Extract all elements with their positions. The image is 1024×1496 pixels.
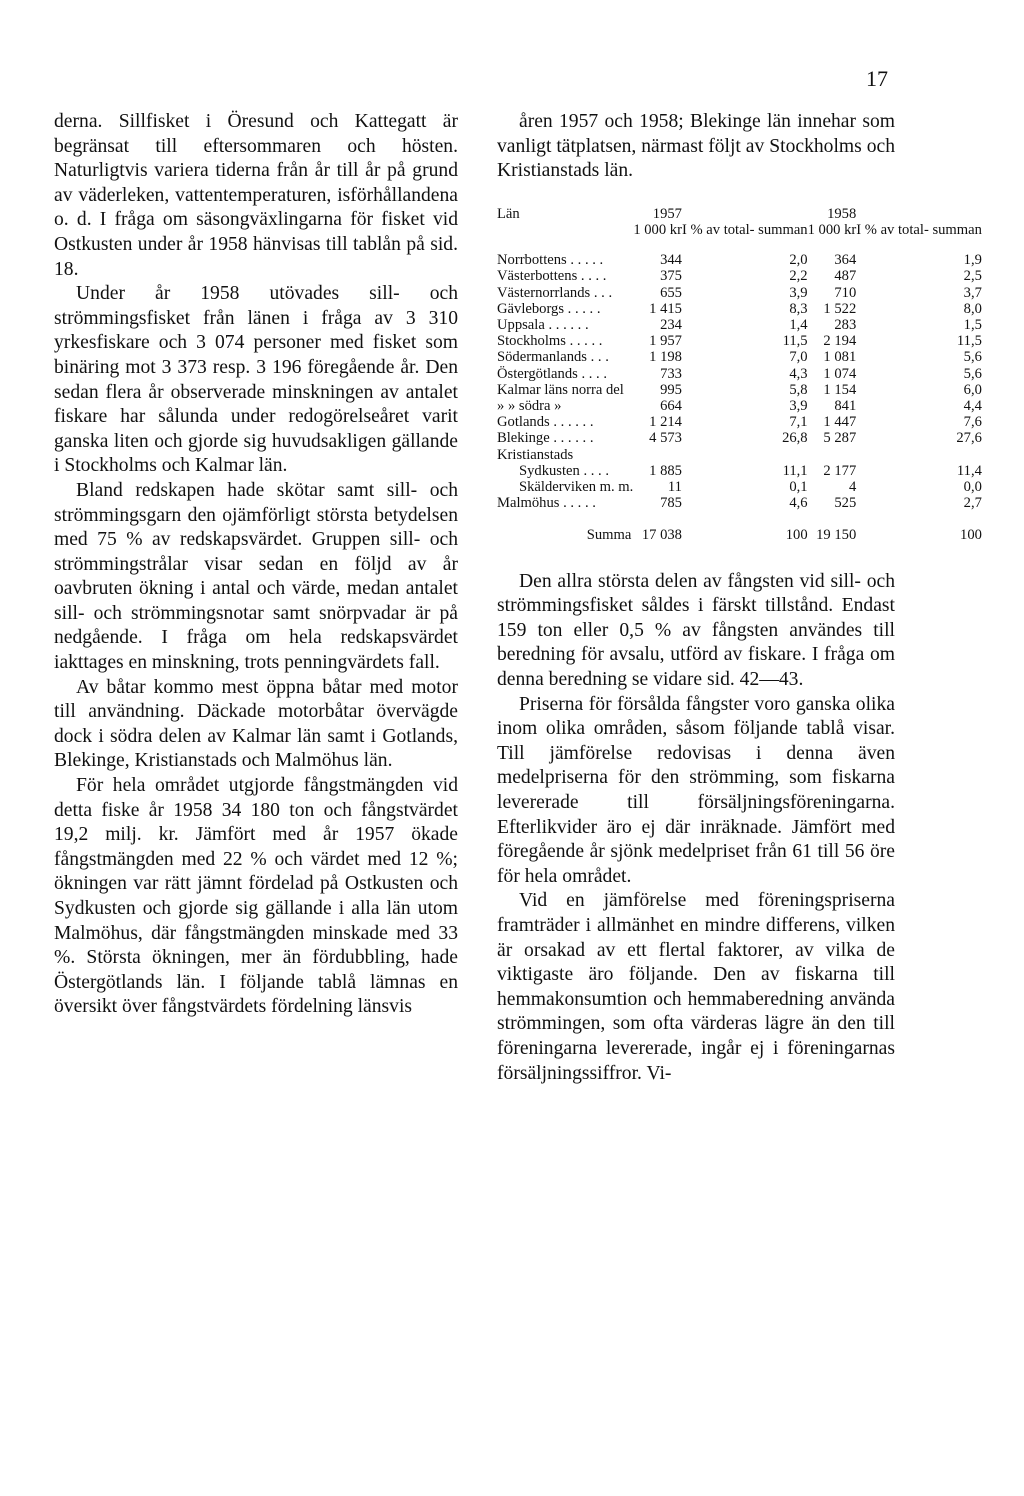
value-cell: 4,6 [789, 495, 808, 512]
value-cell: 27,6 [956, 430, 982, 447]
value-cell: 1,4 [789, 317, 808, 333]
county-cell: Uppsala . . . . . . [497, 317, 589, 333]
value-cell: 2 177 [823, 462, 857, 479]
county-cell: » » södra » [497, 398, 562, 415]
value-cell: 1 957 [649, 333, 682, 350]
table-row [497, 382, 982, 398]
value-cell: 5,6 [963, 365, 982, 382]
value-cell: 1 415 [649, 300, 682, 317]
table-row [497, 463, 982, 479]
county-cell: Malmöhus . . . . . [497, 495, 596, 512]
value-cell: 2,0 [789, 252, 808, 269]
value-cell: 11,4 [956, 462, 982, 479]
value-cell: 1,9 [963, 252, 982, 269]
column-header-lan: Län [497, 205, 520, 222]
sum-cell: 17 038 [641, 527, 682, 544]
value-cell: 364 [834, 252, 857, 269]
left-column [54, 110, 458, 1020]
table-row [497, 301, 982, 317]
right-column [497, 110, 982, 1086]
value-cell [633, 447, 682, 463]
table-row [497, 398, 982, 414]
value-cell: 995 [660, 381, 682, 398]
paragraph: derna. Sillfisket i Öresund och Kattegatt är begränsat till eftersommaren och hösten. Naturligtvis variera tiderna från år till år på grund av väderleken, vattentemperaturen, isförhållandena o. d. I fråga om säsongväxlingarna för fisket vid Ostkusten under år 1958 hänvisas till tablån på sid. 18. [54, 111, 458, 280]
paragraph: åren 1957 och 1958; Blekinge län innehar som vanligt tätplatsen, närmast följt av Stockholms och Kristianstads län. [497, 111, 895, 182]
value-cell: 2,2 [789, 268, 808, 285]
value-cell: 487 [834, 268, 857, 285]
column-header-pct: I % av total- summan [681, 221, 808, 238]
value-cell: 0,1 [789, 479, 808, 496]
table-row [497, 366, 982, 382]
paragraph: Under år 1958 utövades sill- och strömmingsfisket från länen i fråga av 3 310 yrkesfiskare och 3 074 personer med fisket som binäring mot 3 373 resp. 3 196 föregående år. Den sedan flera år observerade minskningen av antalet fiskare har sålunda under redogörelseåret varit ganska liten och gjorde sig huvudsakligen gällande i Stockholms och Kalmar län. [54, 283, 458, 477]
value-cell: 344 [660, 252, 682, 269]
value-cell: 7,1 [789, 414, 808, 431]
right-column-after-table [497, 570, 895, 1086]
county-cell: Kristianstads [497, 446, 574, 463]
paragraph: Bland redskapen hade skötar samt sill- och strömmingsgarn den ojämförligt största betydelsen med 75 % av redskapsvärdet. Gruppen sill- och strömmingstrålar visar sedan en följd av år oavbruten ökning i antal och värde, medan antalet sill- och strömmingsnotar samt snörpvadar är på nedgående. I fråga om hela redskapsvärdet iakttages en minskning, trots penningvärdets fall. [54, 479, 458, 674]
column-header-year-1958: 1958 [827, 205, 857, 222]
value-cell: 11,5 [782, 333, 808, 350]
page-number: 17 [866, 66, 888, 91]
value-cell: 1 885 [649, 462, 682, 479]
table-row [497, 479, 982, 495]
value-cell: 4 [848, 479, 857, 496]
value-cell: 710 [834, 284, 857, 301]
county-cell: Sydkusten . . . . [519, 462, 609, 479]
value-cell: 1 154 [823, 381, 857, 398]
county-cell: Östergötlands . . . . [497, 365, 607, 382]
county-cell: Västerbottens . . . . [497, 268, 607, 285]
table-row [497, 317, 982, 333]
value-cell: 6,0 [963, 381, 982, 398]
value-cell: 234 [660, 317, 682, 333]
value-cell: 283 [834, 317, 857, 333]
value-cell [856, 447, 982, 463]
sum-cell: 19 150 [816, 527, 857, 544]
table-row [497, 333, 982, 349]
value-cell: 664 [660, 398, 682, 415]
sum-row [497, 511, 982, 543]
value-cell [808, 447, 857, 463]
value-cell: 525 [834, 495, 857, 512]
value-cell: 375 [660, 268, 682, 285]
value-cell: 7,6 [963, 414, 982, 431]
paragraph: Vid en jämförelse med föreningspriserna framträder i allmänhet en mindre differens, vilken är orsakad av ett flertal faktorer, av vilka de viktigaste äro följande. Den av fiskarna till hemmakonsumtion och hemmaberedning använda strömmingen, som ofta värderas lägre än den till föreningarna levererade, ingår ej i föreningarnas försäljningssiffror. Vi- [497, 890, 895, 1084]
value-cell: 1 081 [823, 349, 857, 366]
value-cell: 11,5 [956, 333, 982, 350]
column-header-kr: 1 000 kr [633, 221, 682, 238]
value-cell: 5,8 [789, 381, 808, 398]
county-cell: Skälderviken m. m. [519, 479, 634, 496]
value-cell: 2,5 [963, 268, 982, 285]
value-cell: 3,9 [789, 284, 808, 301]
value-cell: 1,5 [963, 317, 982, 333]
paragraph: Priserna för försålda fångster voro ganska olika inom olika områden, såsom följande tablå visar. Till jämförelse redovisas i denna även medelpriserna för den strömming, som fiskarna levererade till försäljningsföreningarna. Efterlikvider äro ej där inräknade. Jämfört med föregående år sjönk medelpriset från 61 till 56 öre för hela området. [497, 693, 895, 887]
column-header-year-1957: 1957 [652, 205, 682, 222]
paragraph: Den allra största delen av fångsten vid sill- och strömmingsfisket såldes i färskt tillstånd. Endast 159 ton eller 0,5 % av fångsten användes till beredning för avsalu, utförd av fiskare. I fråga om denna beredning se vidare sid. 42—43. [497, 570, 895, 691]
table-row [497, 447, 982, 463]
column-header-pct: I % av total- summan [856, 221, 982, 238]
value-cell: 11 [667, 479, 682, 496]
value-cell: 5 287 [823, 430, 857, 447]
table-row [497, 268, 982, 284]
county-cell: Norrbottens . . . . . [497, 252, 604, 269]
county-cell: Blekinge . . . . . . [497, 430, 594, 447]
value-cell: 733 [660, 365, 682, 382]
value-cell: 4 573 [649, 430, 682, 447]
sum-cell: 100 [785, 527, 808, 544]
table-row [497, 285, 982, 301]
value-cell [682, 447, 808, 463]
value-cell: 2 194 [823, 333, 857, 350]
value-cell: 4,4 [963, 398, 982, 415]
value-cell: 8,3 [789, 300, 808, 317]
table-row [497, 252, 982, 268]
paragraph: För hela området utgjorde fångstmängden vid detta fiske år 1958 34 180 ton och fångstvärdet 19,2 milj. kr. Jämfört med år 1957 ökade fångstmängden med 22 % och värdet med 12 %; ökningen var rätt jämnt fördelad på Ostkusten och Sydkusten och gjorde sig gällande i alla län utom Malmöhus, där fångstmängden minskade med 33 %. Största ökningen, mer än fördubbling, hade Östergötlands län. I följande tablå lämnas en översikt över fångstvärdets fördelning länsvis [54, 775, 458, 1018]
county-cell: Västernorrlands . . . [497, 284, 613, 301]
value-cell: 11,1 [782, 462, 808, 479]
county-cell: Stockholms . . . . . [497, 333, 603, 350]
table-row [497, 430, 982, 446]
county-cell: Kalmar läns norra del [497, 381, 624, 398]
value-cell: 8,0 [963, 300, 982, 317]
county-cell: Gävleborgs . . . . . [497, 300, 601, 317]
value-by-county-table [497, 205, 982, 544]
value-cell: 7,0 [789, 349, 808, 366]
value-cell: 1 214 [649, 414, 682, 431]
value-cell: 1 447 [823, 414, 857, 431]
table-row [497, 414, 982, 430]
county-cell: Södermanlands . . . [497, 349, 609, 366]
table-row [497, 349, 982, 365]
value-cell: 785 [660, 495, 682, 512]
value-cell: 1 074 [823, 365, 857, 382]
value-cell: 1 198 [649, 349, 682, 366]
paragraph: Av båtar kommo mest öppna båtar med motor till användning. Däckade motorbåtar övervägde dock i södra delen av Kalmar län samt i Gotlands, Blekinge, Kristianstads och Malmöhus län. [54, 676, 458, 772]
value-cell: 3,7 [963, 284, 982, 301]
value-cell: 2,7 [963, 495, 982, 512]
value-cell: 1 522 [823, 300, 857, 317]
value-cell: 4,3 [789, 365, 808, 382]
value-cell: 841 [834, 398, 857, 415]
value-cell: 0,0 [963, 479, 982, 496]
table-row [497, 495, 982, 511]
sum-cell: 100 [960, 527, 982, 544]
value-cell: 3,9 [789, 398, 808, 415]
value-cell: 5,6 [963, 349, 982, 366]
sum-label: Summa [586, 527, 632, 544]
county-cell: Gotlands . . . . . . [497, 414, 594, 431]
value-cell: 655 [660, 284, 682, 301]
column-header-kr: 1 000 kr [807, 221, 857, 238]
value-cell: 26,8 [782, 430, 808, 447]
table-body [497, 252, 982, 511]
data-table [497, 206, 982, 544]
